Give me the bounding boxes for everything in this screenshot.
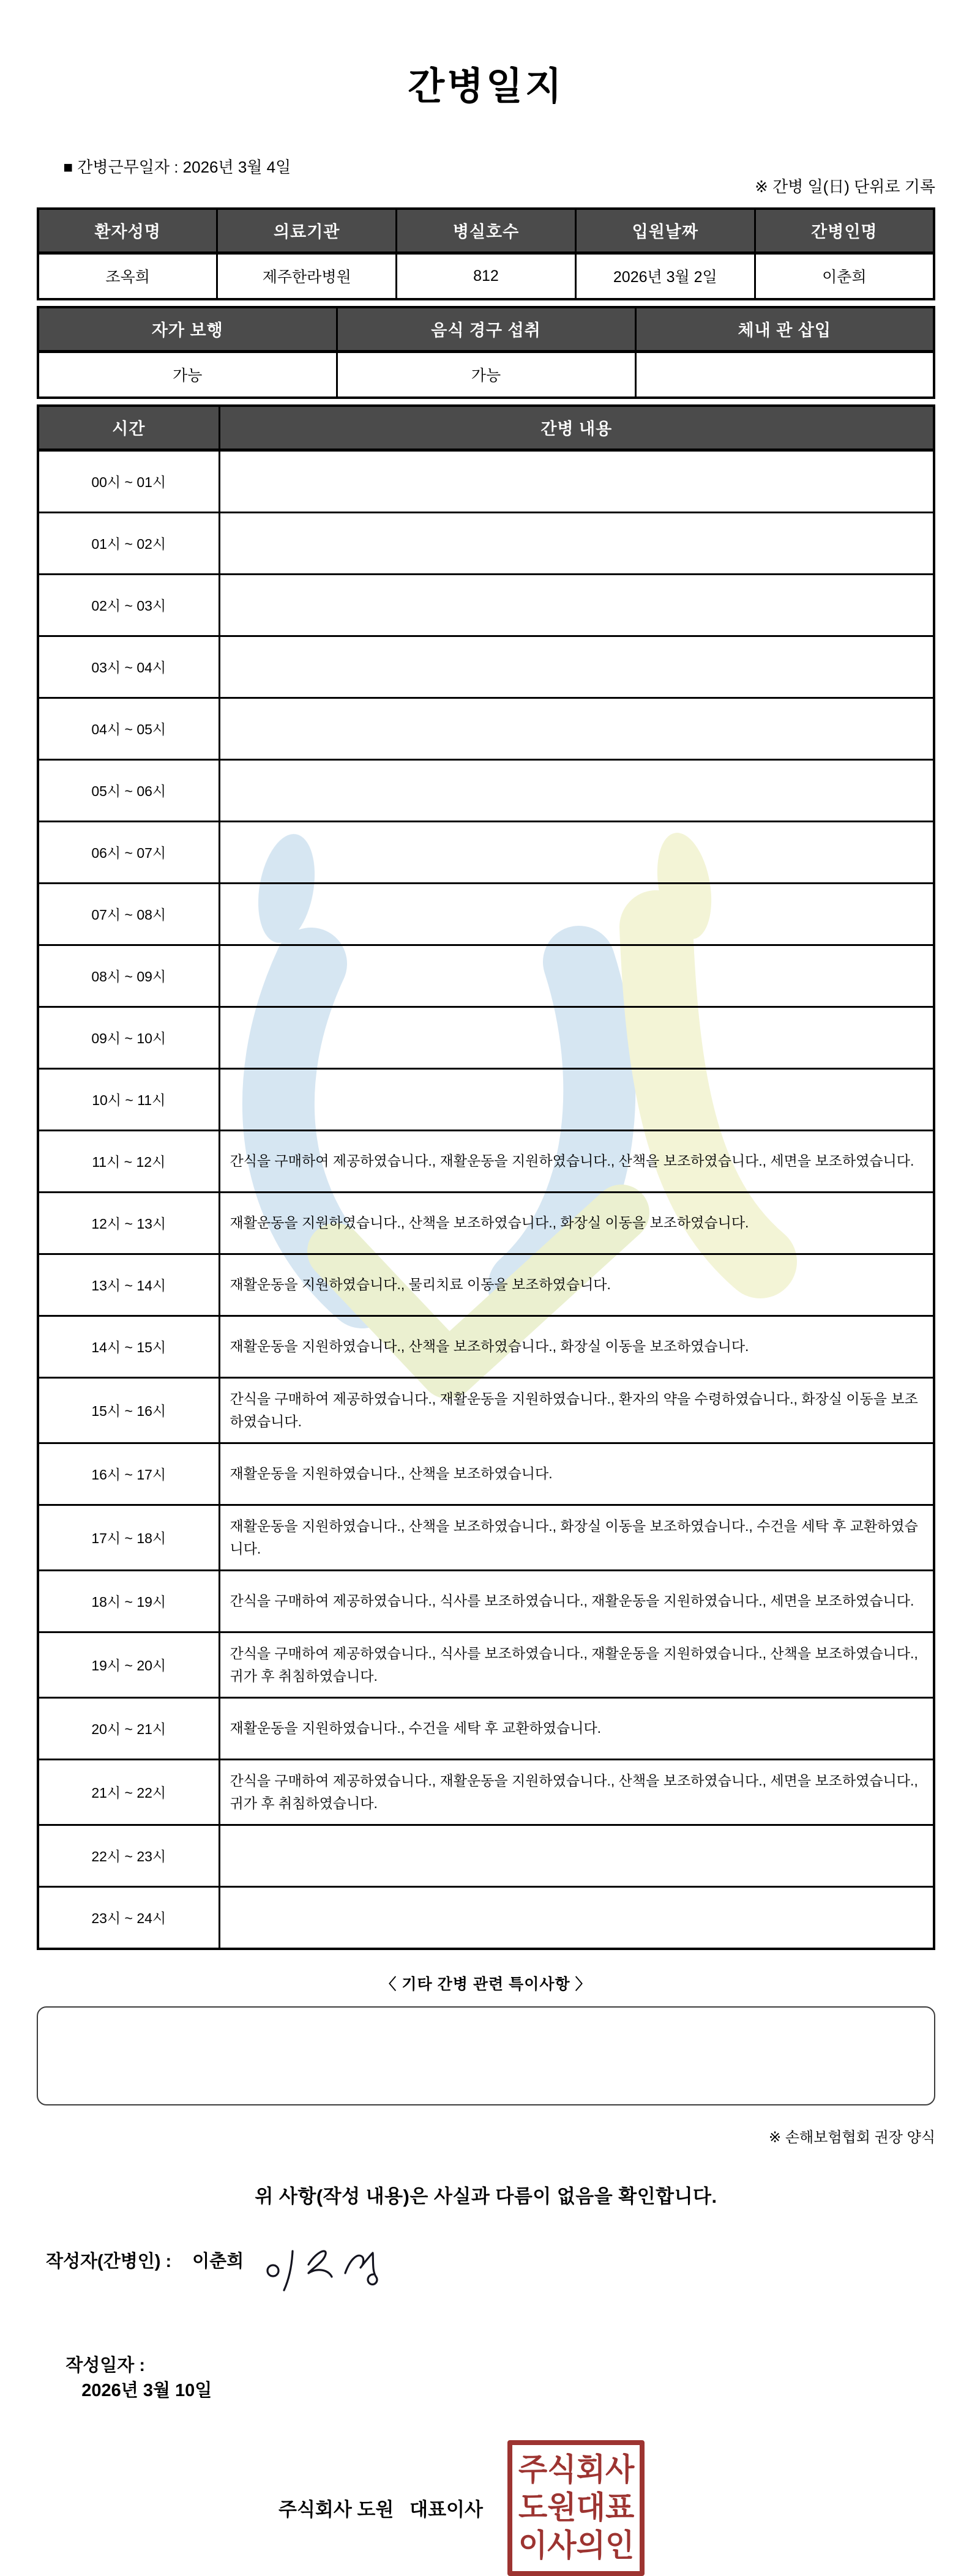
care-content [219,450,934,512]
care-content: 재활운동을 지원하였습니다., 산책을 보조하였습니다., 화장실 이동을 보조하였습니다. [219,1192,934,1254]
care-time: 18시 ~ 19시 [38,1570,219,1632]
header-tube-insertion: 체내 관 삽입 [635,307,934,352]
patient-status-table [37,306,935,399]
care-time: 03시 ~ 04시 [38,636,219,698]
care-content: 간식을 구매하여 제공하였습니다., 재활운동을 지원하였습니다., 환자의 약을 수령하였습니다., 화장실 이동을 보조하였습니다. [219,1377,934,1443]
care-time: 02시 ~ 03시 [38,574,219,636]
care-content: 간식을 구매하여 제공하였습니다., 재활운동을 지원하였습니다., 산책을 보조하였습니다., 세면을 보조하였습니다., 귀가 후 취침하였습니다. [219,1759,934,1825]
header-caregiver-name: 간병인명 [755,209,934,253]
care-content [219,759,934,821]
header-admission-date: 입원날짜 [575,209,755,253]
care-row [38,1570,934,1632]
care-time: 15시 ~ 16시 [38,1377,219,1443]
extras-heading: 〈 기타 간병 관련 특이사항 〉 [381,1975,591,1993]
header-oral-intake: 음식 경구 섭취 [337,307,635,352]
care-row [38,1130,934,1192]
seal-row: 도 원 대 표 [518,2490,635,2525]
work-date-value: 2026년 3월 4일 [182,158,291,177]
care-row [38,1254,934,1316]
patient-info-value-row [38,253,934,299]
status-header-row [38,307,934,352]
value-admission-date: 2026년 3월 2일 [575,253,755,299]
care-time: 08시 ~ 09시 [38,945,219,1007]
care-time: 23시 ~ 24시 [38,1886,219,1949]
care-content: 재활운동을 지원하였습니다., 물리치료 이동을 보조하였습니다. [219,1254,934,1316]
info-row [37,139,935,196]
care-content [219,1068,934,1130]
care-log-header-row [38,406,934,450]
care-time: 05시 ~ 06시 [38,759,219,821]
care-content [219,1886,934,1949]
patient-info-header-row [38,209,934,253]
care-row [38,636,934,698]
form-note: ※ 손해보험협회 권장 양식 [769,2129,935,2146]
care-time: 04시 ~ 05시 [38,698,219,759]
care-row [38,759,934,821]
care-row [38,1825,934,1886]
value-room-number: 812 [397,253,576,299]
care-content [219,698,934,759]
care-time: 09시 ~ 10시 [38,1007,219,1068]
patient-info-table [37,207,935,300]
writer-name: 이춘희 [192,2251,244,2271]
care-content [219,883,934,945]
care-time: 19시 ~ 20시 [38,1632,219,1697]
writer-label: 작성자(간병인) : [46,2251,177,2271]
care-row [38,821,934,883]
care-content [219,821,934,883]
care-log-table [37,404,935,1950]
care-content: 재활운동을 지원하였습니다., 산책을 보조하였습니다., 화장실 이동을 보조하였습니다., 수건을 세탁 후 교환하였습니다. [219,1505,934,1570]
header-patient-name: 환자성명 [38,209,217,253]
value-oral-intake: 가능 [337,351,635,398]
care-content [219,512,934,574]
handwritten-signature [261,2239,392,2303]
care-row [38,1192,934,1254]
care-time: 20시 ~ 21시 [38,1697,219,1759]
care-content [219,945,934,1007]
care-row [38,1377,934,1443]
header-care-content: 간병 내용 [219,406,934,450]
company-row [279,2440,935,2576]
written-date-line [46,2331,935,2422]
seal-row: 주 식 회 사 [518,2452,635,2487]
care-row [38,1697,934,1759]
care-time: 16시 ~ 17시 [38,1443,219,1505]
care-time: 06시 ~ 07시 [38,821,219,883]
care-row [38,450,934,512]
care-content [219,636,934,698]
value-caregiver-name: 이춘희 [755,253,934,299]
value-medical-institution: 제주한라병원 [217,253,397,299]
status-value-row [38,351,934,398]
care-row [38,574,934,636]
page-title: 간병일지 [408,65,564,108]
header-self-walking: 자가 보행 [38,307,337,352]
value-patient-name: 조옥희 [38,253,217,299]
writer-line [46,2247,935,2303]
written-date-value: 2026년 3월 10일 [81,2380,212,2400]
care-row [38,883,934,945]
value-self-walking: 가능 [38,351,337,398]
care-row [38,945,934,1007]
care-content: 간식을 구매하여 제공하였습니다., 식사를 보조하였습니다., 재활운동을 지원하였습니다., 산책을 보조하였습니다., 귀가 후 취침하였습니다. [219,1632,934,1697]
corporate-seal-stamp [507,2440,645,2576]
care-row [38,1007,934,1068]
care-row [38,698,934,759]
care-row [38,1068,934,1130]
work-date-line [37,139,291,196]
header-room-number: 병실호수 [397,209,576,253]
care-time: 00시 ~ 01시 [38,450,219,512]
care-time: 14시 ~ 15시 [38,1316,219,1377]
care-time: 17시 ~ 18시 [38,1505,219,1570]
care-content: 재활운동을 지원하였습니다., 수건을 세탁 후 교환하였습니다. [219,1697,934,1759]
care-row [38,1632,934,1697]
care-time: 12시 ~ 13시 [38,1192,219,1254]
care-time: 10시 ~ 11시 [38,1068,219,1130]
care-row [38,1759,934,1825]
care-time: 01시 ~ 02시 [38,512,219,574]
care-content [219,1007,934,1068]
care-content [219,574,934,636]
header-medical-institution: 의료기관 [217,209,397,253]
care-row [38,512,934,574]
care-time: 07시 ~ 08시 [38,883,219,945]
seal-row: 이 사 의 인 [518,2528,635,2563]
care-content: 간식을 구매하여 제공하였습니다., 식사를 보조하였습니다., 재활운동을 지원하였습니다., 세면을 보조하였습니다. [219,1570,934,1632]
care-time: 11시 ~ 12시 [38,1130,219,1192]
care-row [38,1316,934,1377]
care-time: 22시 ~ 23시 [38,1825,219,1886]
care-content [219,1825,934,1886]
confirmation-statement: 위 사항(작성 내용)은 사실과 다름이 없음을 확인합니다. [255,2185,717,2207]
care-time: 13시 ~ 14시 [38,1254,219,1316]
extras-notes-box [37,2006,935,2105]
work-date-label: ■ 간병근무일자 : [63,158,179,177]
care-content: 재활운동을 지원하였습니다., 산책을 보조하였습니다. [219,1443,934,1505]
care-row [38,1505,934,1570]
unit-note: ※ 간병 일(日) 단위로 기록 [755,177,935,196]
written-date-label: 작성일자 : [65,2355,151,2375]
company-line: 주식회사 도원 대표이사 [279,2499,483,2521]
care-content: 간식을 구매하여 제공하였습니다., 재활운동을 지원하였습니다., 산책을 보조하였습니다., 세면을 보조하였습니다. [219,1130,934,1192]
care-content: 재활운동을 지원하였습니다., 산책을 보조하였습니다., 화장실 이동을 보조하였습니다. [219,1316,934,1377]
value-tube-insertion [635,351,934,398]
header-time: 시간 [38,406,219,450]
care-row [38,1443,934,1505]
care-time: 21시 ~ 22시 [38,1759,219,1825]
care-row [38,1886,934,1949]
